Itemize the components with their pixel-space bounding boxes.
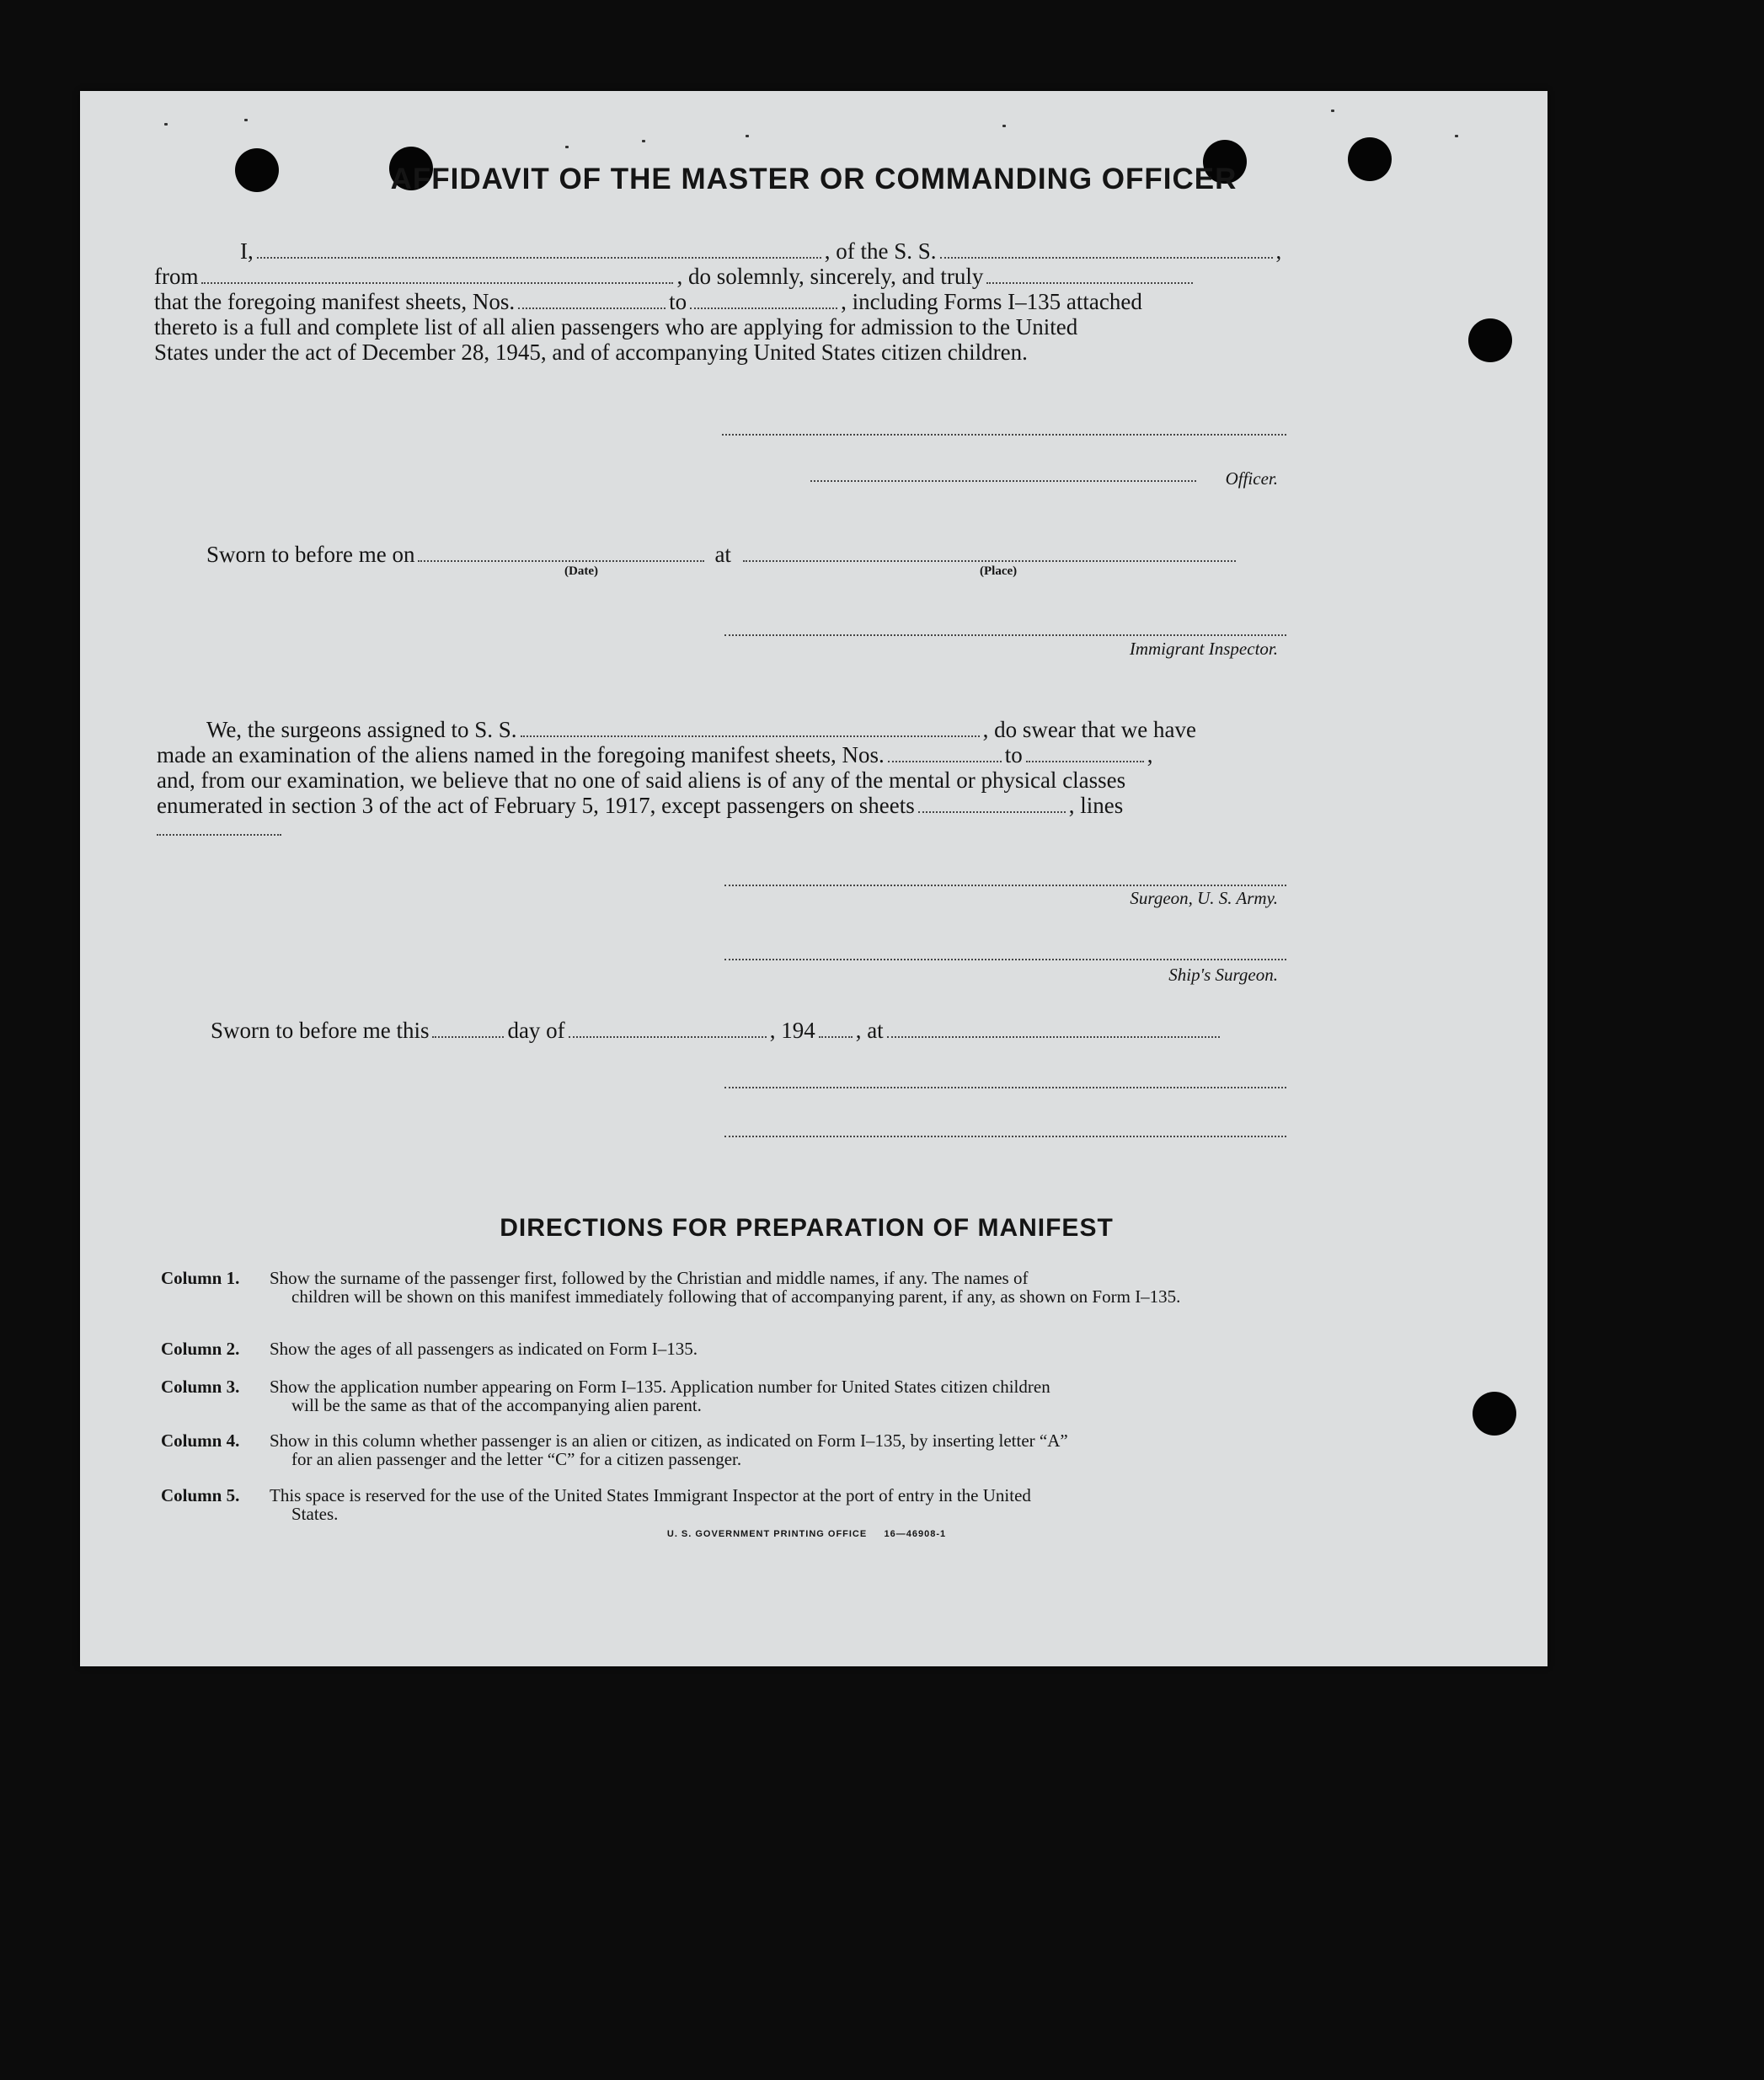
surgeons-text: , lines <box>1068 793 1124 818</box>
officer-signature-line-1[interactable] <box>722 434 1286 436</box>
ship-name-field[interactable] <box>940 240 1273 259</box>
affidavit-text: that the foregoing manifest sheets, Nos. <box>154 289 516 314</box>
speck <box>642 140 645 142</box>
affidavit-text: , of the S. S. <box>824 238 937 264</box>
affidavit-text: to <box>669 289 687 314</box>
sworn-signature-line-1[interactable] <box>724 1087 1286 1088</box>
army-surgeon-signature-line[interactable] <box>724 885 1286 886</box>
inspector-signature-line[interactable] <box>724 634 1286 636</box>
direction-continuation: children will be shown on this manifest immediately following that of accompanying parent, if any, as shown on Form I–135. <box>291 1286 1181 1307</box>
speck <box>244 119 248 121</box>
direction-label: Column 2. <box>161 1339 240 1359</box>
ships-surgeon-signature-line[interactable] <box>724 959 1286 960</box>
sworn-text: day of <box>507 1018 565 1043</box>
surgeons-text: , <box>1147 742 1153 767</box>
surgeons-line-3: and, from our examination, we believe that no one of said aliens is of any of the mental or physical classes <box>157 767 1126 793</box>
sworn-month-field[interactable] <box>569 1019 767 1038</box>
except-sheets-field[interactable] <box>918 794 1066 813</box>
oath-blank-field[interactable] <box>986 265 1193 284</box>
surgeon-sheet-to-field[interactable] <box>1026 744 1144 762</box>
direction-first-line: Show the application number appearing on Form I–135. Application number for United States citizen children <box>270 1377 1050 1397</box>
speck <box>746 135 749 137</box>
direction-text <box>270 1269 1374 1306</box>
direction-text <box>270 1339 1374 1358</box>
affidavit-text: , <box>1275 238 1282 264</box>
surgeons-text: , do swear that we have <box>982 717 1196 742</box>
sworn-year-field[interactable] <box>819 1019 853 1038</box>
surgeon-sheet-from-field[interactable] <box>888 744 1002 762</box>
affidavit-line-5: States under the act of December 28, 1945, and of accompanying United States citizen children. <box>154 340 1028 365</box>
sworn-text: at <box>714 542 731 567</box>
surgeons-line-4 <box>157 793 1123 818</box>
army-surgeon-caption: Surgeon, U. S. Army. <box>1130 888 1278 908</box>
surgeons-text: enumerated in section 3 of the act of February 5, 1917, except passengers on sheets <box>157 793 915 818</box>
sworn-place-field[interactable] <box>743 543 1236 562</box>
affidavit-line-1 <box>198 238 1281 264</box>
direction-text <box>270 1431 1374 1468</box>
surgeons-text: to <box>1004 742 1023 767</box>
affidavit-line-3 <box>154 289 1142 314</box>
sworn-day-field[interactable] <box>432 1019 504 1038</box>
surgeons-text: made an examination of the aliens named in the foregoing manifest sheets, Nos. <box>157 742 885 767</box>
page-heading: AFFIDAVIT OF THE MASTER OR COMMANDING OFFICER <box>390 163 1237 195</box>
punch-hole <box>1473 1392 1516 1436</box>
sheet-to-field[interactable] <box>690 291 837 309</box>
direction-label: Column 4. <box>161 1430 240 1451</box>
sworn-text: , at <box>855 1018 884 1043</box>
master-name-field[interactable] <box>257 240 821 259</box>
affidavit-text: from <box>154 264 199 289</box>
speck <box>1002 125 1006 127</box>
directions-heading: DIRECTIONS FOR PREPARATION OF MANIFEST <box>500 1214 1114 1242</box>
affidavit-text: , including Forms I–135 attached <box>841 289 1142 314</box>
speck <box>164 123 168 126</box>
direction-continuation: will be the same as that of the accompanying alien parent. <box>291 1395 702 1415</box>
sworn-at-field[interactable] <box>887 1019 1220 1038</box>
place-caption: (Place) <box>980 564 1018 578</box>
direction-text <box>270 1486 1374 1523</box>
surgeons-line-2 <box>157 742 1153 767</box>
speck <box>565 146 569 148</box>
direction-first-line: Show the surname of the passenger first, followed by the Christian and middle names, if any. The names of <box>270 1268 1029 1288</box>
sworn-before-line <box>206 542 1239 567</box>
affidavit-line-2 <box>154 264 1196 289</box>
sworn-date-field[interactable] <box>418 543 704 562</box>
affidavit-text: I, <box>240 238 254 264</box>
direction-first-line: Show the ages of all passengers as indicated on Form I–135. <box>270 1339 698 1359</box>
sworn-text: , 194 <box>769 1018 815 1043</box>
direction-first-line: This space is reserved for the use of the United States Immigrant Inspector at the port of entry in the United <box>270 1485 1031 1505</box>
sworn-day-line <box>211 1018 1223 1043</box>
sworn-text: Sworn to before me this <box>211 1018 430 1043</box>
speck <box>1331 110 1334 112</box>
form-page <box>80 91 1548 1666</box>
officer-caption: Officer. <box>1225 468 1278 489</box>
affidavit-text: , do solemnly, sincerely, and truly <box>676 264 984 289</box>
direction-label: Column 5. <box>161 1485 240 1505</box>
ships-surgeon-caption: Ship's Surgeon. <box>1168 965 1278 985</box>
port-from-field[interactable] <box>201 265 673 284</box>
surgeons-text: We, the surgeons assigned to S. S. <box>206 717 517 742</box>
surgeon-ship-field[interactable] <box>521 719 980 737</box>
punch-hole <box>1468 318 1512 362</box>
direction-first-line: Show in this column whether passenger is an alien or citizen, as indicated on Form I–135, by inserting letter “A” <box>270 1430 1068 1451</box>
direction-continuation: States. <box>291 1504 339 1524</box>
direction-label: Column 1. <box>161 1268 240 1288</box>
printing-office-footer: U. S. GOVERNMENT PRINTING OFFICE 16—46908-1 <box>666 1529 947 1539</box>
affidavit-line-4: thereto is a full and complete list of all alien passengers who are applying for admission to the United <box>154 314 1078 340</box>
sworn-signature-line-2[interactable] <box>724 1136 1286 1137</box>
speck <box>1455 135 1458 137</box>
sworn-text: Sworn to before me on <box>206 542 415 567</box>
direction-label: Column 3. <box>161 1377 240 1397</box>
lines-field[interactable] <box>157 834 281 836</box>
direction-text <box>270 1377 1374 1414</box>
direction-continuation: for an alien passenger and the letter “C” for a citizen passenger. <box>291 1449 742 1469</box>
sheet-from-field[interactable] <box>518 291 666 309</box>
date-caption: (Date) <box>564 564 598 578</box>
inspector-caption: Immigrant Inspector. <box>1129 639 1278 659</box>
officer-signature-line-2[interactable] <box>810 480 1196 482</box>
surgeons-line-1 <box>206 717 1196 742</box>
